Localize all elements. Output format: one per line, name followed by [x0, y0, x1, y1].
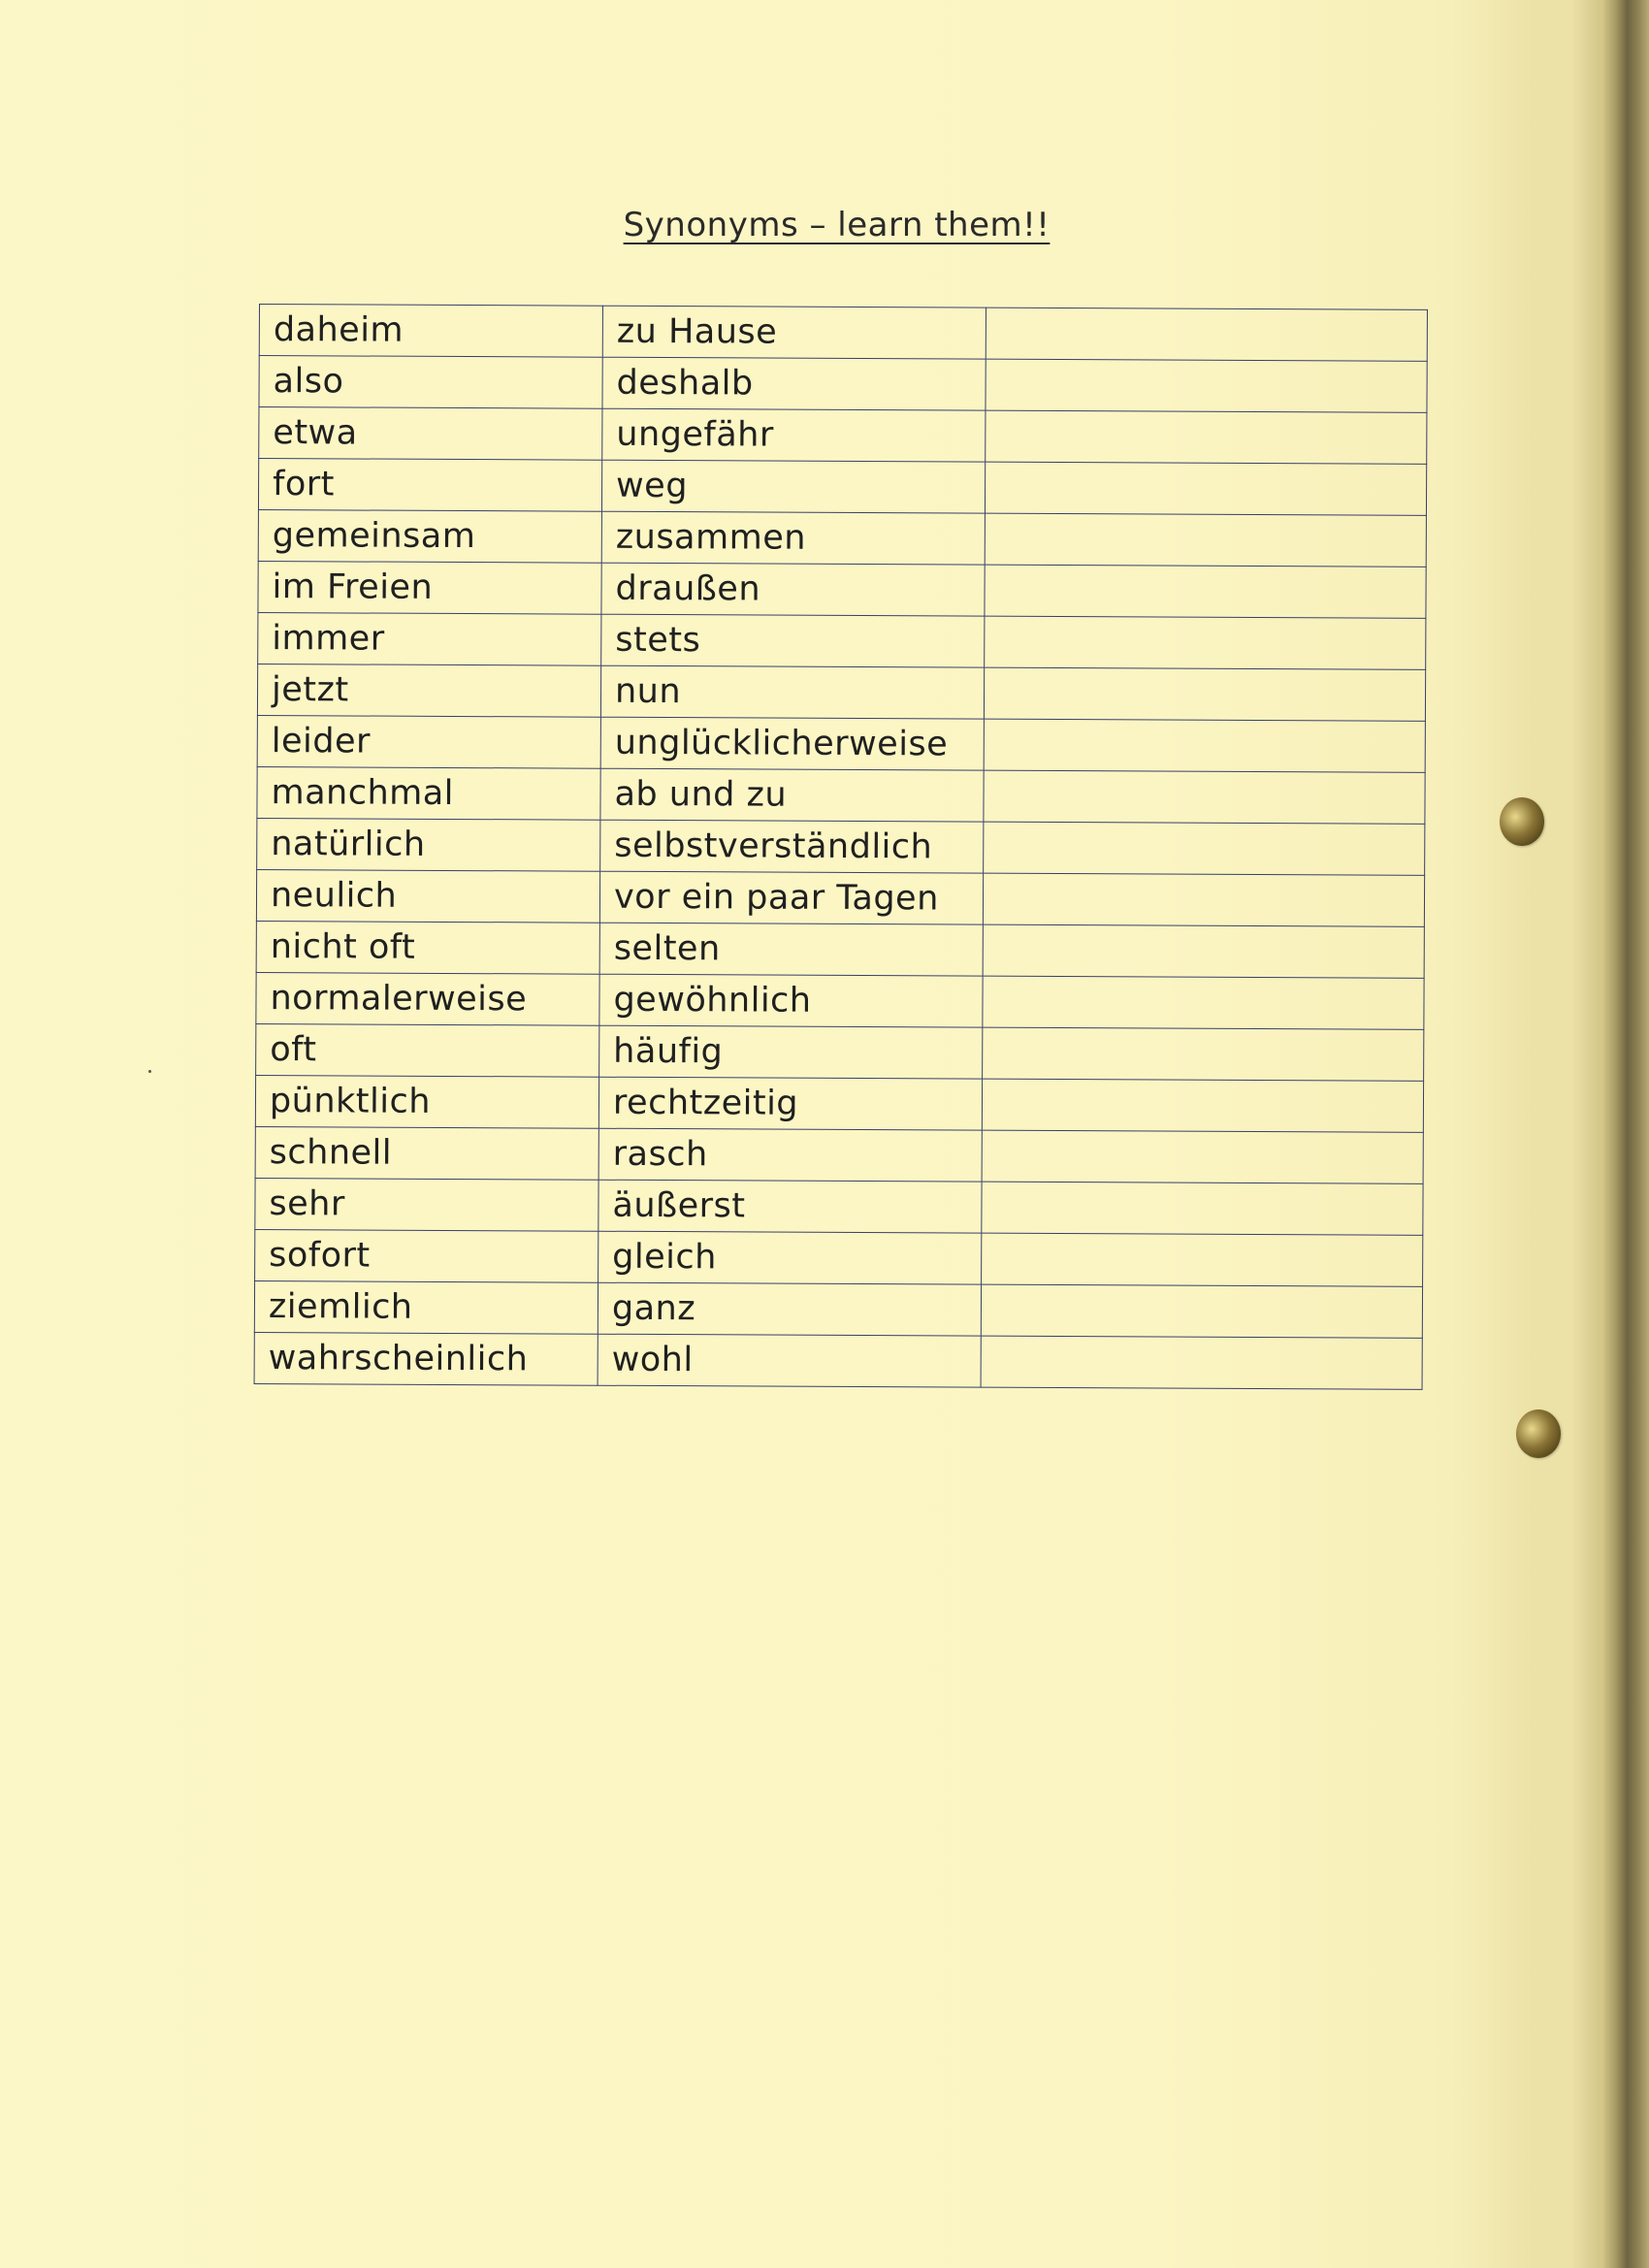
- blank-cell: [982, 1233, 1423, 1286]
- blank-cell: [984, 822, 1425, 875]
- blank-cell: [981, 1336, 1422, 1389]
- word-cell: gemeinsam: [258, 509, 601, 563]
- synonym-cell: gleich: [598, 1231, 982, 1284]
- word-cell: normalerweise: [256, 972, 599, 1025]
- word-cell: oft: [256, 1023, 599, 1077]
- blank-cell: [981, 1284, 1422, 1338]
- word-cell: schnell: [255, 1126, 598, 1180]
- word-cell: daheim: [259, 305, 602, 358]
- word-cell: natürlich: [257, 818, 600, 871]
- table-row: [258, 459, 1426, 516]
- table-row: [255, 1178, 1423, 1235]
- word-cell: etwa: [259, 407, 602, 461]
- blank-cell: [984, 719, 1425, 772]
- blank-cell: [984, 667, 1425, 721]
- blank-cell: [985, 616, 1426, 669]
- blank-cell: [983, 924, 1424, 978]
- synonym-cell: vor ein paar Tagen: [599, 871, 983, 924]
- blank-cell: [982, 1130, 1423, 1183]
- word-cell: leider: [257, 715, 600, 768]
- synonym-cell: rasch: [598, 1128, 982, 1182]
- blank-cell: [982, 1079, 1423, 1132]
- synonym-cell: gewöhnlich: [599, 974, 983, 1027]
- table-row: [256, 1023, 1424, 1081]
- synonym-cell: stets: [601, 614, 985, 667]
- table-row: [258, 612, 1426, 669]
- table-row: [259, 305, 1427, 362]
- table-row: [258, 509, 1426, 567]
- word-cell: wahrscheinlich: [254, 1332, 598, 1385]
- table-row: [257, 664, 1425, 721]
- table-row: [254, 1332, 1422, 1389]
- table-row: [255, 1075, 1423, 1132]
- word-cell: manchmal: [257, 766, 600, 820]
- word-cell: pünktlich: [255, 1075, 598, 1128]
- paper-speck: [148, 1070, 151, 1073]
- word-cell: fort: [258, 459, 601, 512]
- blank-cell: [985, 462, 1426, 515]
- table-row: [256, 921, 1424, 978]
- blank-cell: [985, 565, 1426, 618]
- synonym-cell: selbstverständlich: [600, 820, 984, 873]
- table-row: [255, 1126, 1423, 1183]
- word-cell: im Freien: [258, 561, 601, 614]
- word-cell: neulich: [256, 869, 599, 923]
- synonym-cell: nun: [600, 665, 984, 719]
- table-row: [258, 561, 1426, 618]
- synonym-cell: ganz: [598, 1282, 981, 1336]
- synonym-cell: weg: [601, 460, 985, 513]
- word-cell: sofort: [255, 1229, 598, 1282]
- binder-edge: [1600, 0, 1649, 2268]
- page-title: Synonyms – learn them!!: [623, 206, 1051, 244]
- blank-cell: [986, 308, 1427, 361]
- word-cell: also: [259, 356, 602, 409]
- word-cell: sehr: [255, 1178, 598, 1231]
- synonym-table: [254, 304, 1428, 1390]
- table-row: [256, 972, 1424, 1029]
- table-row: [257, 766, 1425, 824]
- table-row: [259, 407, 1427, 465]
- synonym-cell: ab und zu: [600, 768, 984, 822]
- word-cell: nicht oft: [256, 921, 599, 974]
- table-row: [254, 1280, 1422, 1338]
- blank-cell: [983, 873, 1424, 926]
- synonym-cell: zu Hause: [602, 306, 986, 359]
- synonym-cell: selten: [599, 923, 983, 976]
- synonym-cell: häufig: [599, 1025, 983, 1079]
- page-edge-shadow: [1571, 0, 1600, 2268]
- blank-cell: [983, 1027, 1424, 1081]
- synonym-cell: deshalb: [602, 357, 986, 410]
- blank-cell: [983, 976, 1424, 1029]
- synonym-cell: unglücklicherweise: [600, 717, 984, 770]
- blank-cell: [982, 1182, 1423, 1235]
- synonym-table-body: [254, 305, 1427, 1390]
- table-row: [255, 1229, 1423, 1286]
- punch-hole-icon: [1516, 1409, 1561, 1458]
- word-cell: immer: [258, 612, 601, 665]
- punch-hole-icon: [1500, 797, 1544, 846]
- synonym-cell: rechtzeitig: [598, 1077, 982, 1130]
- synonym-cell: zusammen: [601, 511, 985, 565]
- table-row: [259, 356, 1427, 413]
- blank-cell: [986, 410, 1427, 464]
- synonym-cell: draußen: [601, 563, 985, 616]
- table-row: [257, 715, 1425, 772]
- word-cell: jetzt: [257, 664, 600, 717]
- table-row: [256, 869, 1424, 926]
- blank-cell: [985, 513, 1426, 567]
- synonym-cell: wohl: [598, 1334, 981, 1387]
- table-row: [257, 818, 1425, 875]
- synonym-cell: äußerst: [598, 1180, 982, 1233]
- word-cell: ziemlich: [254, 1280, 598, 1334]
- blank-cell: [984, 770, 1425, 824]
- synonym-cell: ungefähr: [602, 408, 986, 462]
- blank-cell: [986, 359, 1427, 412]
